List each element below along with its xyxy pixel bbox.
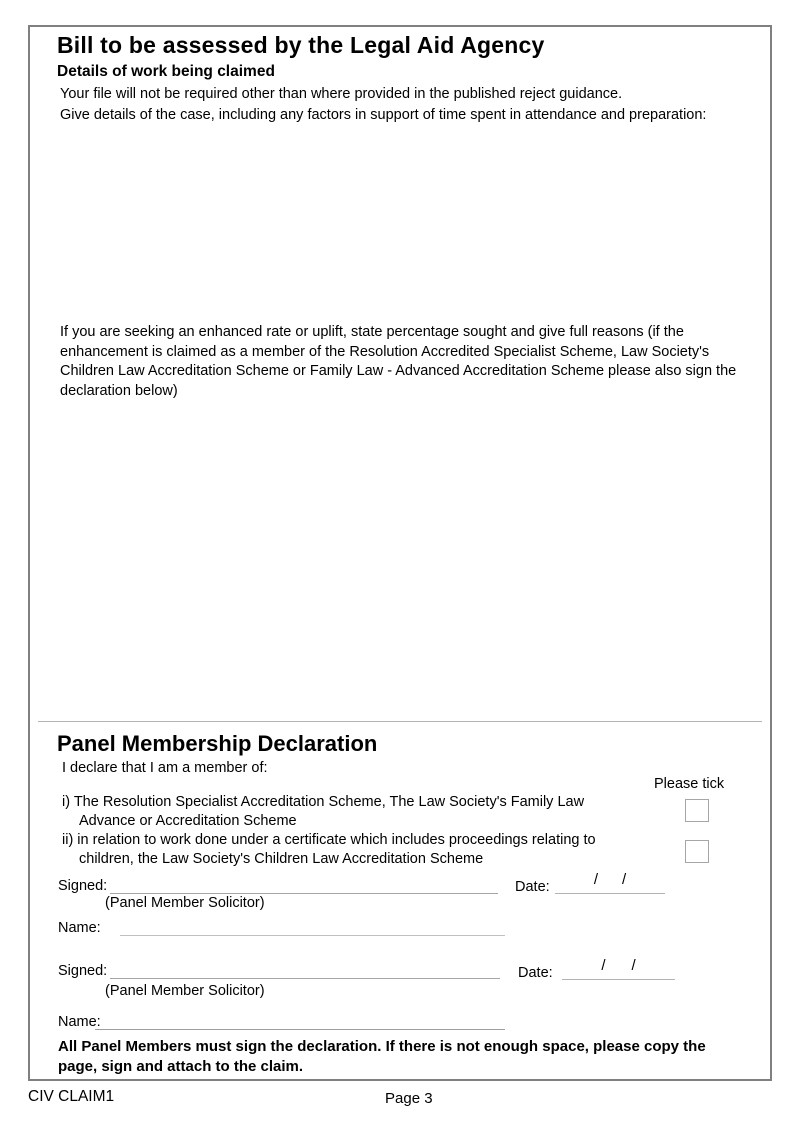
signed-label-2: Signed: <box>58 963 108 979</box>
case-details-input-area[interactable] <box>40 150 750 315</box>
panel-item-ii-line1: ii) in relation to work done under a certificate which includes proceedings relating to <box>62 832 596 848</box>
name-line-2[interactable] <box>95 1013 505 1030</box>
section-divider <box>38 721 762 722</box>
checkbox-scheme-i[interactable] <box>685 799 709 822</box>
panel-item-i-line2: Advance or Accreditation Scheme <box>79 813 297 829</box>
panel-item-ii-line2: children, the Law Society's Children Law Accreditation Scheme <box>79 851 484 867</box>
date-label-2: Date: <box>518 965 553 981</box>
enhancement-prompt: If you are seeking an enhanced rate or uplift, state percentage sought and give full reasons (if the enhancement is claimed as a member of the Resolution Accredited Specialist Scheme, Law Society's Children Law Accreditation Scheme or Family Law - Advanced Accreditation Scheme please also sign the declaration below) <box>60 324 737 399</box>
date-label-1: Date: <box>515 879 550 895</box>
date-line-1[interactable] <box>555 871 665 894</box>
signature-line-2[interactable] <box>110 962 500 979</box>
date-separator-icon: / <box>631 957 636 974</box>
signed-label-1: Signed: <box>58 878 108 894</box>
details-heading: Details of work being claimed <box>57 63 275 80</box>
panel-member-role-note-1: (Panel Member Solicitor) <box>105 895 265 911</box>
panel-members-note: All Panel Members must sign the declaration. If there is not enough space, please copy the page, sign and attach to the claim. <box>58 1038 706 1075</box>
date-separator-icon: / <box>601 957 606 974</box>
name-line-1[interactable] <box>120 919 505 936</box>
declaration-intro: I declare that I am a member of: <box>62 760 268 776</box>
name-label-1: Name: <box>58 920 101 936</box>
panel-item-i-line1: i) The Resolution Specialist Accreditation Scheme, The Law Society's Family Law <box>62 794 585 810</box>
date-line-2[interactable] <box>562 957 675 980</box>
date-separator-icon: / <box>593 871 598 888</box>
panel-member-role-note-2: (Panel Member Solicitor) <box>105 983 265 999</box>
checkbox-scheme-ii[interactable] <box>685 840 709 863</box>
signature-line-1[interactable] <box>110 877 498 894</box>
form-code: CIV CLAIM1 <box>28 1088 115 1105</box>
please-tick-label: Please tick <box>654 776 725 792</box>
enhancement-reasons-input-area[interactable] <box>40 408 750 713</box>
page-number: Page 3 <box>385 1090 433 1107</box>
date-separator-icon: / <box>622 871 627 888</box>
form-title: Bill to be assessed by the Legal Aid Agency <box>57 32 545 58</box>
guidance-text: Your file will not be required other than where provided in the published reject guidance. <box>60 86 623 102</box>
panel-declaration-heading: Panel Membership Declaration <box>57 731 378 756</box>
name-label-2: Name: <box>58 1014 101 1030</box>
case-details-prompt: Give details of the case, including any factors in support of time spent in attendance and preparation: <box>60 107 707 123</box>
